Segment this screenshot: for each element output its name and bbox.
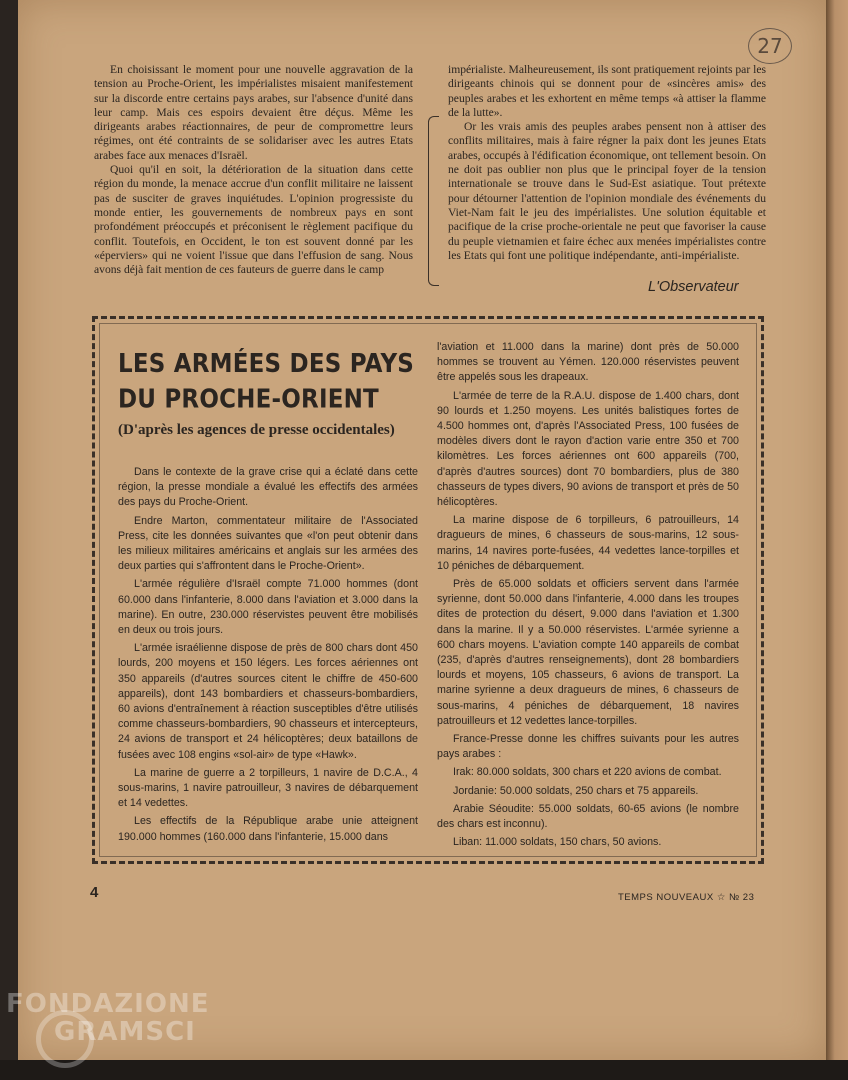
paragraph: Endre Marton, commentateur militaire de l'Associated Press, cite les données suivantes que «l'on peut obtenir dans les milieux militaires américains et anglais sur les armées des deux parties qui s'affrontent dans le Proche-Orient». [118, 514, 418, 573]
paragraph: Les effectifs de la République arabe unie atteignent 190.000 hommes (160.000 dans l'infanterie, 15.000 dans [118, 815, 418, 843]
handwritten-page-marker: 27 [748, 28, 792, 64]
paragraph: Près de 65.000 soldats et officiers servent dans l'armée syrienne, dont 50.000 dans l'infanterie, 4.000 dans les troupes dites de protection du désert, 9.000 dans l'aviation et 1.300 dans la marine. Il y a 50.000 réservistes. L'armée syrienne a 600 chars moyens. L'aviation compte 140 appareils de combat (235, d'après d'autres renseignements), dont 28 bombardiers lourds et moyens, 105 chasseurs, 6 avions de transport. La marine syrienne a deux dragueurs de mines, 6 chasseurs de sous-marins, 4 péniches de débarquement, 18 navires patrouilleurs et 12 vedettes lance-torpilles. [437, 578, 739, 727]
box-subtitle: (D'après les agences de presse occidentales) [118, 422, 395, 438]
article-signature: L'Observateur [648, 279, 739, 295]
article-column-2 [448, 63, 766, 263]
headline-line-2: DU PROCHE-ORIENT [118, 385, 379, 415]
paragraph: En choisissant le moment pour une nouvelle aggravation de la tension au Proche-Orient, les impérialistes misaient manifestement sur la discorde entre certains pays arabes, sur l'absence d'unité dans leur camp. Mais ces espoirs devaient être déçus. Même les dirigeants arabes réactionnaires, de peur de compromettre leurs régimes, ont été contraints de se solidariser avec les autres Etats arabes face aux menaces d'Israël. [94, 63, 413, 162]
paragraph: Dans le contexte de la grave crise qui a éclaté dans cette région, la presse mondiale a évalué les effectifs des armées des pays du Proche-Orient. [118, 466, 418, 509]
paragraph: L'armée israélienne dispose de près de 800 chars dont 450 lourds, 200 moyens et 150 légers. Les forces aériennes ont 350 appareils (d'autres sources citent le chiffre de 450-600 appareils), dont 143 bombardiers et chasseurs-bombardiers, 60 avions d'entraînement à réaction susceptibles d'être utilisés comme chasseurs-bombardiers, 90 chasseurs et intercepteurs, 24 avions de transport et 24 hélicoptères; deux bataillons de fusées avec 108 engins «sol-air» de type «Hawk». [118, 642, 418, 761]
paragraph: La marine dispose de 6 torpilleurs, 6 patrouilleurs, 14 dragueurs de mines, 6 chasseurs de sous-marins, 12 sous-marins, 14 navires porte-fusées, 44 vedettes lance-torpilles et 10 péniches de débarquement. [437, 514, 739, 572]
paragraph: La marine de guerre a 2 torpilleurs, 1 navire de D.C.A., 4 sous-marins, 1 navire patrouilleur, 3 navires de débarquement et 14 vedettes. [118, 766, 418, 810]
article-column-1 [94, 63, 413, 277]
magazine-footer: TEMPS NOUVEAUX ☆ № 23 [618, 892, 755, 903]
box-column-left [118, 465, 418, 848]
box-column-right [437, 340, 739, 854]
watermark [6, 990, 209, 1046]
paragraph: L'armée régulière d'Israël compte 71.000 hommes (dont 60.000 dans l'infanterie, 8.000 dans l'aviation et 3.000 dans la marine). En outre, 230.000 réservistes peuvent être mobilisés en deux ou trois jours. [118, 578, 418, 637]
country-entry: Liban: 11.000 soldats, 150 chars, 50 avions. [453, 836, 662, 849]
paragraph: l'aviation et 11.000 dans la marine) dont près de 50.000 hommes se trouvent au Yémen. 120.000 réservistes peuvent être appelés sous les drapeaux. [437, 341, 739, 384]
paragraph: France-Presse donne les chiffres suivants pour les autres pays arabes : [437, 733, 739, 761]
country-entry: Irak: 80.000 soldats, 300 chars et 220 avions de combat. [453, 766, 722, 779]
margin-bracket-mark [428, 116, 439, 286]
watermark-line-1: FONDAZIONE [6, 989, 210, 1019]
country-entry: Jordanie: 50.000 soldats, 250 chars et 75 appareils. [453, 784, 699, 797]
paragraph: Or les vrais amis des peuples arabes pensent non à attiser des conflits militaires, mais à faire régner la paix dont les jeunes Etats arabes, occupés à l'édification économique, ont tellement besoin. On ne doit pas oublier non plus que le principal foyer de la tension internationale se trouve dans le Sud-Est asiatique. Tout prétexte pour détourner l'attention de l'opinion mondiale des événements du Viet-Nam fait le jeu des impérialistes. Une solution équitable et pacifique de la crise proche-orientale ne peut que favoriser la cause du peuple vietnamien et faire échec aux menées impérialistes contre les Etats qui font une politique indépendante, anti-impérialiste. [448, 120, 766, 262]
country-entry: Arabie Séoudite: 55.000 soldats, 60-65 avions (le nombre des chars est inconnu). [437, 802, 739, 831]
watermark-line-2: GRAMSCI [54, 1017, 196, 1047]
page-number: 4 [90, 884, 99, 901]
scan-background [0, 1060, 848, 1080]
paragraph: impérialiste. Malheureusement, ils sont pratiquement rejoints par les dirigeants chinois qui se donnent pour de «sincères amis» des peuples arabes et les exhortent en même temps «à attiser la flamme de la lutte». [448, 63, 766, 119]
paragraph: L'armée de terre de la R.A.U. dispose de 1.400 chars, dont 90 lourds et 1.250 moyens. Les unités balistiques fortes de 4.500 hommes ont, d'après l'Associated Press, 100 fusées de modèles divers dont le rayon d'action varie entre 350 et 700 kilomètres. Les forces aériennes ont 600 appareils (700, d'après d'autres sources) dont 70 bombardiers, plus de 380 chasseurs de types divers, 90 avions de transport et près de 50 hélicoptères. [437, 389, 739, 509]
box-headline [118, 346, 418, 418]
headline-line-1: LES ARMÉES DES PAYS [118, 349, 415, 379]
paragraph: Quoi qu'il en soit, la détérioration de la situation dans cette région du monde, la menace accrue d'un conflit militaire ne laissent pas de susciter de graves inquiétudes. L'opinion progressiste du monde entier, les gouvernements de nombreux pays en sont profondément préoccupés et préconisent le règlement pacifique du conflit. Toutefois, en Occident, le ton est souvent donné par les «éperviers» qui ne voient l'issue que dans l'effusion de sang. Nous avons déjà fait mention de ces fauteurs de guerre dans le camp [94, 163, 413, 277]
next-page-edge [826, 0, 848, 1080]
